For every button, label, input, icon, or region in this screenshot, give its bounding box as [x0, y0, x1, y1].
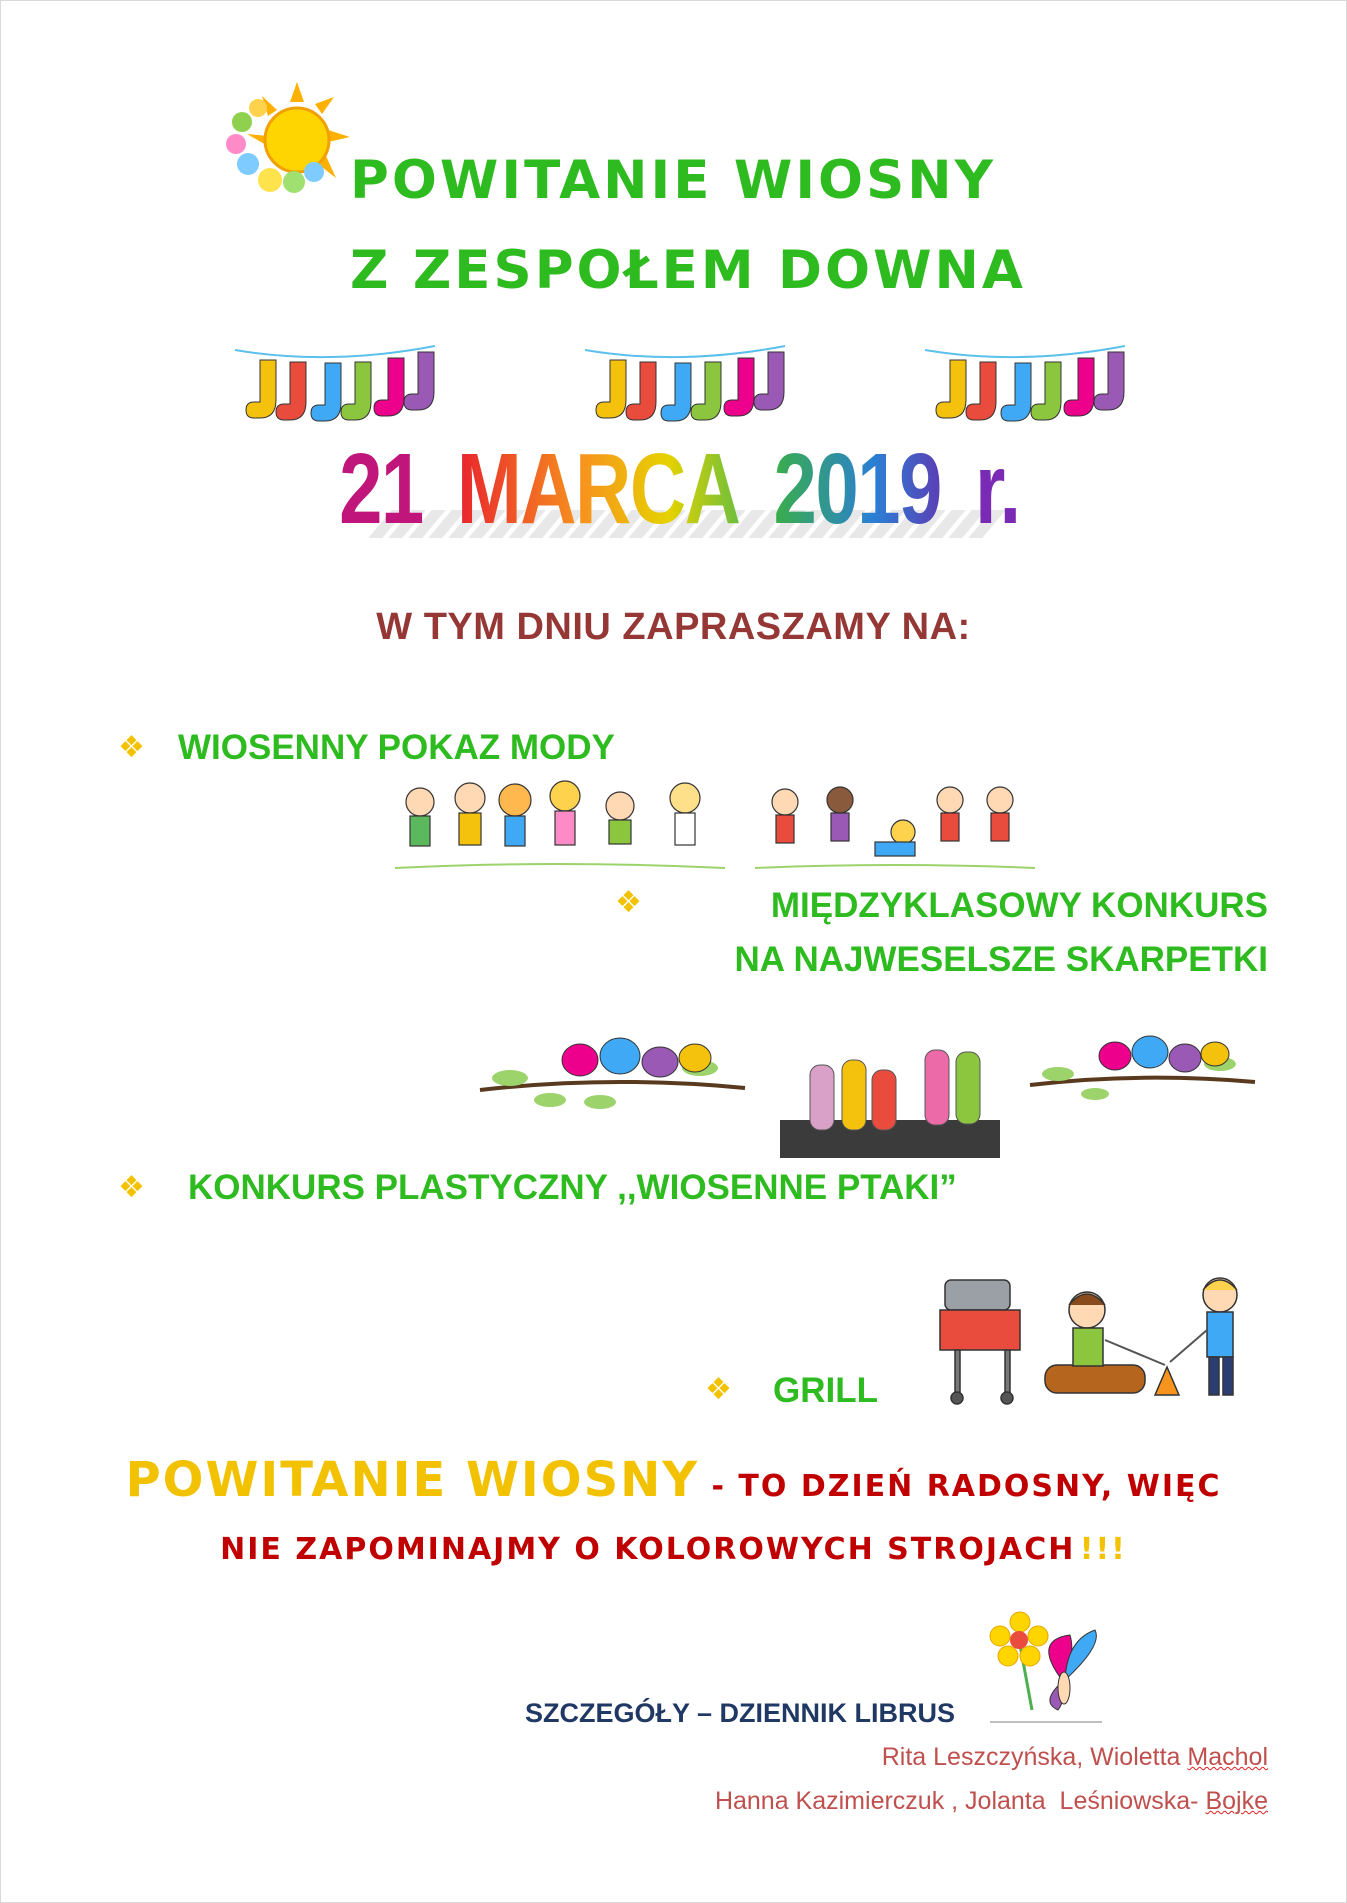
- closing-line-1: [0, 1452, 1347, 1508]
- flower-butterfly-icon: [990, 1610, 1105, 1720]
- bullet-icon: ❖: [118, 1170, 145, 1205]
- authors-line-2-text: Hanna Kazimierczuk , Jolanta Leśniowska-: [714, 1787, 1206, 1815]
- date-month: [457, 432, 739, 547]
- details-link: SZCZEGÓŁY – DZIENNIK LIBRUS: [525, 1698, 956, 1728]
- event-sock-contest-line-1: MIĘDZYKLASOWY KONKURS: [770, 886, 1268, 925]
- closing-exclaim: !!!: [1079, 1532, 1127, 1567]
- kids-group-icon: [395, 780, 1035, 875]
- invite-heading: W TYM DNIU ZAPRASZAMY NA:: [376, 606, 971, 648]
- birds-branch-icon: [480, 1030, 750, 1120]
- author-surname-machol: Machol: [1187, 1743, 1268, 1771]
- closing-reminder: NIE ZAPOMINAJMY O KOLOROWYCH STROJACH: [220, 1532, 1076, 1567]
- closing-highlight: POWITANIE WIOSNY: [125, 1452, 700, 1508]
- closing-line-2: [0, 1532, 1347, 1567]
- sun-flowers-icon: [222, 82, 352, 202]
- grill-kids-icon: [915, 1270, 1275, 1405]
- title-line-2: Z ZESPOŁEM DOWNA: [350, 240, 1026, 301]
- date-day: 21: [339, 433, 423, 545]
- socks-clothesline-icon: [230, 338, 1170, 438]
- authors-line-1-text: Rita Leszczyńska, Wioletta: [881, 1743, 1188, 1771]
- feet-socks-photo-icon: [780, 1040, 1000, 1158]
- bullet-icon: ❖: [705, 1372, 732, 1407]
- event-date: [154, 432, 1205, 547]
- date-suffix: r.: [974, 433, 1020, 545]
- date-month-text: MARCA: [456, 433, 740, 545]
- closing-rest: - TO DZIEŃ RADOSNY, WIĘC: [699, 1469, 1222, 1504]
- event-fashion-show: WIOSENNY POKAZ MODY: [178, 728, 615, 767]
- details-underline: [990, 1721, 1102, 1723]
- event-sock-contest-line-2: NA NAJWESELSZE SKARPETKI: [734, 940, 1268, 979]
- author-surname-bojke: Bojke: [1205, 1787, 1268, 1815]
- title-line-1: POWITANIE WIOSNY: [350, 150, 997, 211]
- bullet-icon: ❖: [615, 885, 642, 920]
- birds-branch-icon: [1030, 1030, 1260, 1115]
- date-year: 2019: [773, 433, 941, 545]
- event-grill: GRILL: [773, 1371, 878, 1410]
- bullet-icon: ❖: [118, 730, 145, 765]
- event-art-contest: KONKURS PLASTYCZNY ,,WIOSENNE PTAKI”: [188, 1168, 957, 1207]
- authors-line-2: [715, 1787, 1268, 1816]
- authors-line-1: [882, 1743, 1268, 1772]
